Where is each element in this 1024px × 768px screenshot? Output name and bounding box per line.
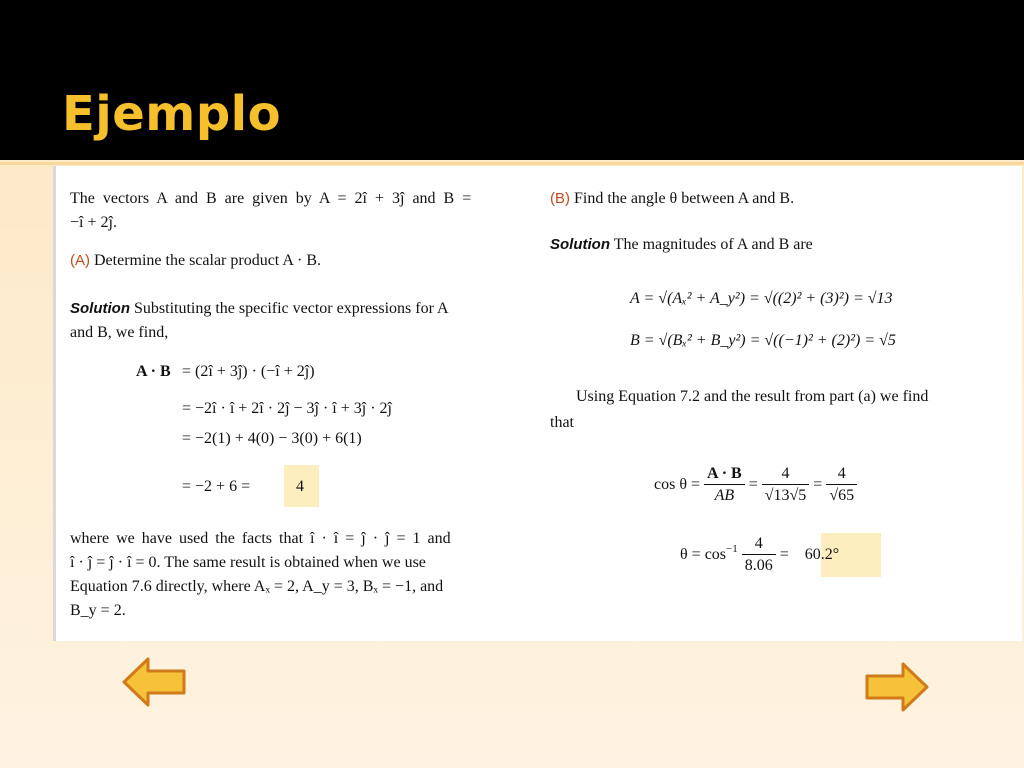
solution-a-label: Solution: [70, 300, 130, 317]
intro-line-1: The vectors A and B are given by A = 2î + 3ĵ and B =: [70, 190, 472, 207]
answer-a: 4: [296, 478, 304, 495]
part-a-label: (A): [70, 252, 90, 269]
note-line-1: where we have used the facts that î · î = ĵ · ĵ = 1 and: [70, 530, 451, 547]
theta-fraction: [742, 534, 776, 577]
solution-a-line-1: [70, 298, 449, 320]
slide-title: Ejemplo: [62, 86, 282, 142]
theta-lhs: θ = cos: [680, 546, 727, 564]
note-line-2: î · ĵ = ĵ · î = 0. The same result is obtained when we use: [70, 554, 426, 571]
equation-lhs: A · B: [136, 363, 171, 380]
cos-fraction-1-num: A · B: [704, 464, 745, 485]
part-b: [550, 188, 794, 210]
arrow-right-icon: [865, 662, 929, 712]
example-image-panel: [53, 166, 1022, 641]
using-line-2: that: [550, 414, 574, 431]
cos-fraction-2-num: 4: [762, 464, 810, 485]
equation-line-2: = −2î · î + 2î · 2ĵ − 3ĵ · î + 3ĵ · 2ĵ: [182, 400, 392, 417]
cos-fraction-3-den: √65: [829, 487, 855, 504]
intro-line-2: −î + 2ĵ.: [70, 214, 117, 231]
using-line-1: Using Equation 7.2 and the result from part (a) we find: [576, 388, 929, 405]
magnitude-a: A = √(Aₓ² + A_y²) = √((2)² + (3)²) = √13: [630, 290, 893, 307]
equation-line-1: = (2î + 3ĵ) · (−î + 2ĵ): [182, 363, 315, 380]
previous-slide-button[interactable]: [122, 657, 186, 707]
cos-fraction-3-num: 4: [826, 464, 857, 485]
cos-fraction-3: [826, 464, 857, 507]
theta-exponent: −1: [726, 543, 738, 556]
solution-a-text-2: and B, we find,: [70, 324, 169, 341]
note-line-3: Equation 7.6 directly, where Aₓ = 2, A_y = 3, Bₓ = −1, and: [70, 578, 444, 595]
theta-equation: $\theta = \cos^{-1}$ $\frac{4}{8.06}$ = 60.2°: [680, 534, 839, 577]
part-a-text: Determine the scalar product A · B.: [94, 252, 322, 269]
part-a: [70, 250, 321, 272]
note-line-4: B_y = 2.: [70, 602, 126, 619]
solution-b-label: Solution: [550, 236, 610, 253]
solution-b-line: [550, 234, 813, 256]
equation-line-3: = −2(1) + 4(0) − 3(0) + 6(1): [182, 430, 362, 447]
cos-fraction-1-den: AB: [714, 487, 735, 504]
arrow-left-icon: [122, 657, 186, 707]
cos-fraction-1: [704, 464, 745, 507]
solution-a-text-1: Substituting the specific vector expressions for A: [134, 300, 449, 317]
equation-line-4: = −2 + 6 =: [182, 478, 251, 495]
cos-fraction-2: [762, 464, 810, 507]
magnitude-b: B = √(Bₓ² + B_y²) = √((−1)² + (2)²) = √5: [630, 332, 896, 349]
cos-fraction-2-den: √13√5: [764, 487, 807, 504]
part-b-text: Find the angle θ between A and B.: [574, 190, 795, 207]
part-b-label: (B): [550, 190, 570, 207]
theta-fraction-num: 4: [742, 534, 776, 555]
title-divider: [0, 162, 1024, 165]
answer-b: 60.2°: [804, 546, 840, 564]
cos-lhs: cos θ =: [654, 476, 701, 494]
next-slide-button[interactable]: [865, 662, 929, 712]
solution-b-text: The magnitudes of A and B are: [613, 236, 813, 253]
theta-fraction-den: 8.06: [744, 557, 773, 574]
cos-equation: cos θ = $\frac{A \cdot B}{AB}$ = $\frac{4}{√13√5}$ = $\frac{4}{√65}$: [654, 464, 857, 507]
